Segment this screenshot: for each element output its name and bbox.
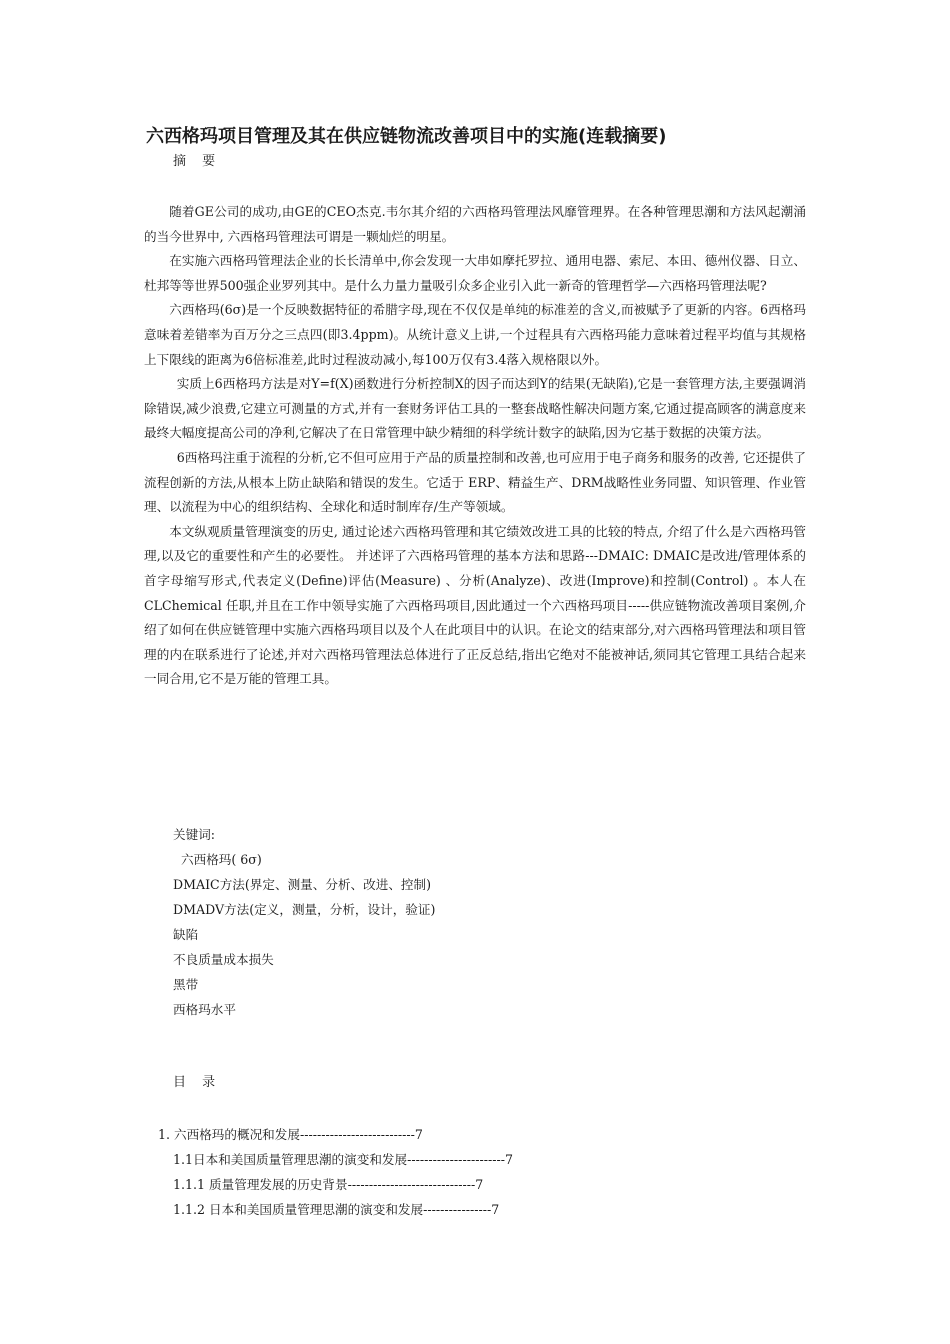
keywords-list [173, 847, 435, 1022]
toc-entry[interactable]: 1. 六西格玛的概况和发展---------------------------7 [158, 1127, 423, 1142]
keyword-item: 缺陷 [173, 927, 199, 942]
keywords-section [173, 822, 435, 1022]
abstract-paragraph: 随着GE公司的成功,由GE的CEO杰克.韦尔其介绍的六西格玛管理法风靡管理界。在各种管理思潮和方法风起潮涌的当今世界中, 六西格玛管理法可谓是一颗灿烂的明星。 [144, 204, 806, 244]
abstract-paragraph: 实质上6西格玛方法是对Y=f(X)函数进行分析控制X的因子而达到Y的结果(无缺陷),它是一套管理方法,主要强调消除错误,减少浪费,它建立可测量的方式,并有一套财务评估工具的一整套战略性解决问题方案,它通过提高顾客的满意度来最终大幅度提高公司的净利,它解决了在日常管理中缺少精细的科学统计数字的缺陷,因为它基于数据的决策方法。 [144, 376, 806, 441]
toc-heading: 目 录 [173, 1075, 222, 1090]
keyword-item: DMADV方法(定义，测量，分析，设计，验证) [173, 902, 436, 917]
abstract-paragraph: 六西格玛(6σ)是一个反映数据特征的希腊字母,现在不仅仅是单纯的标准差的含义,而被赋予了更新的内容。6西格玛意味着差错率为百万分之三点四(即3.4ppm)。从统计意义上讲,一个过程具有六西格玛能力意味着过程平均值与其规格上下限线的距离为6倍标准差,此时过程波动减小,每100万仅有3.4落入规格限以外。 [144, 302, 806, 367]
keyword-item: 西格玛水平 [173, 1002, 236, 1017]
abstract-paragraph: 在实施六西格玛管理法企业的长长清单中,你会发现一大串如摩托罗拉、通用电器、索尼、本田、德州仪器、日立、杜邦等等世界500强企业罗列其中。是什么力量力量吸引众多企业引入此一新奇的管理哲学—六西格玛管理法呢? [144, 253, 806, 293]
abstract-body [144, 200, 806, 692]
toc-entry[interactable]: 1.1日本和美国质量管理思潮的演变和发展-----------------------7 [173, 1152, 514, 1167]
abstract-paragraph: 本文纵观质量管理演变的历史, 通过论述六西格玛管理和其它绩效改进工具的比较的特点, 介绍了什么是六西格玛管理,以及它的重要性和产生的必要性。 并述评了六西格玛管理的基本方法和思路---DMAIC: DMAIC是改进/管理体系的首字母缩写形式,代表定义(Define)评估(Measure) 、分析(Analyze)、改进(Improve)和控制(Control) 。本人在CLChemical 任职,并且在工作中领导实施了六西格玛项目,因此通过一个六西格玛项目-----供应链物流改善项目案例,介绍了如何在供应链管理中实施六西格玛项目以及个人在此项目中的认识。在论文的结束部分,对六西格玛管理法和项目管理的内在联系进行了论述,并对六西格玛管理法总体进行了正反总结,指出它绝对不能被神话,须同其它管理工具结合起来一同合用,它不是万能的管理工具。 [144, 523, 806, 687]
toc-entry[interactable]: 1.1.1 质量管理发展的历史背景------------------------------7 [173, 1177, 484, 1192]
table-of-contents [158, 1122, 513, 1222]
keyword-item: DMAIC方法(界定、测量、分析、改进、控制) [173, 877, 432, 892]
keyword-item: 黑带 [173, 977, 199, 992]
keyword-item: 六西格玛( 6σ) [181, 852, 262, 867]
abstract-heading: 摘 要 [173, 154, 222, 169]
document-title: 六西格玛项目管理及其在供应链物流改善项目中的实施(连载摘要) [146, 126, 667, 147]
abstract-paragraph: 6西格玛注重于流程的分析,它不但可应用于产品的质量控制和改善,也可应用于电子商务和服务的改善, 它还提供了流程创新的方法,从根本上防止缺陷和错误的发生。它适于 ERP、精益生产、DRM战略性业务同盟、知识管理、作业管理、以流程为中心的组织结构、全球化和适时制库存/生产等领域。 [144, 449, 806, 515]
keyword-item: 不良质量成本损失 [173, 952, 274, 967]
toc-entry[interactable]: 1.1.2 日本和美国质量管理思潮的演变和发展----------------7 [173, 1202, 500, 1217]
keywords-heading: 关键词: [173, 827, 216, 842]
